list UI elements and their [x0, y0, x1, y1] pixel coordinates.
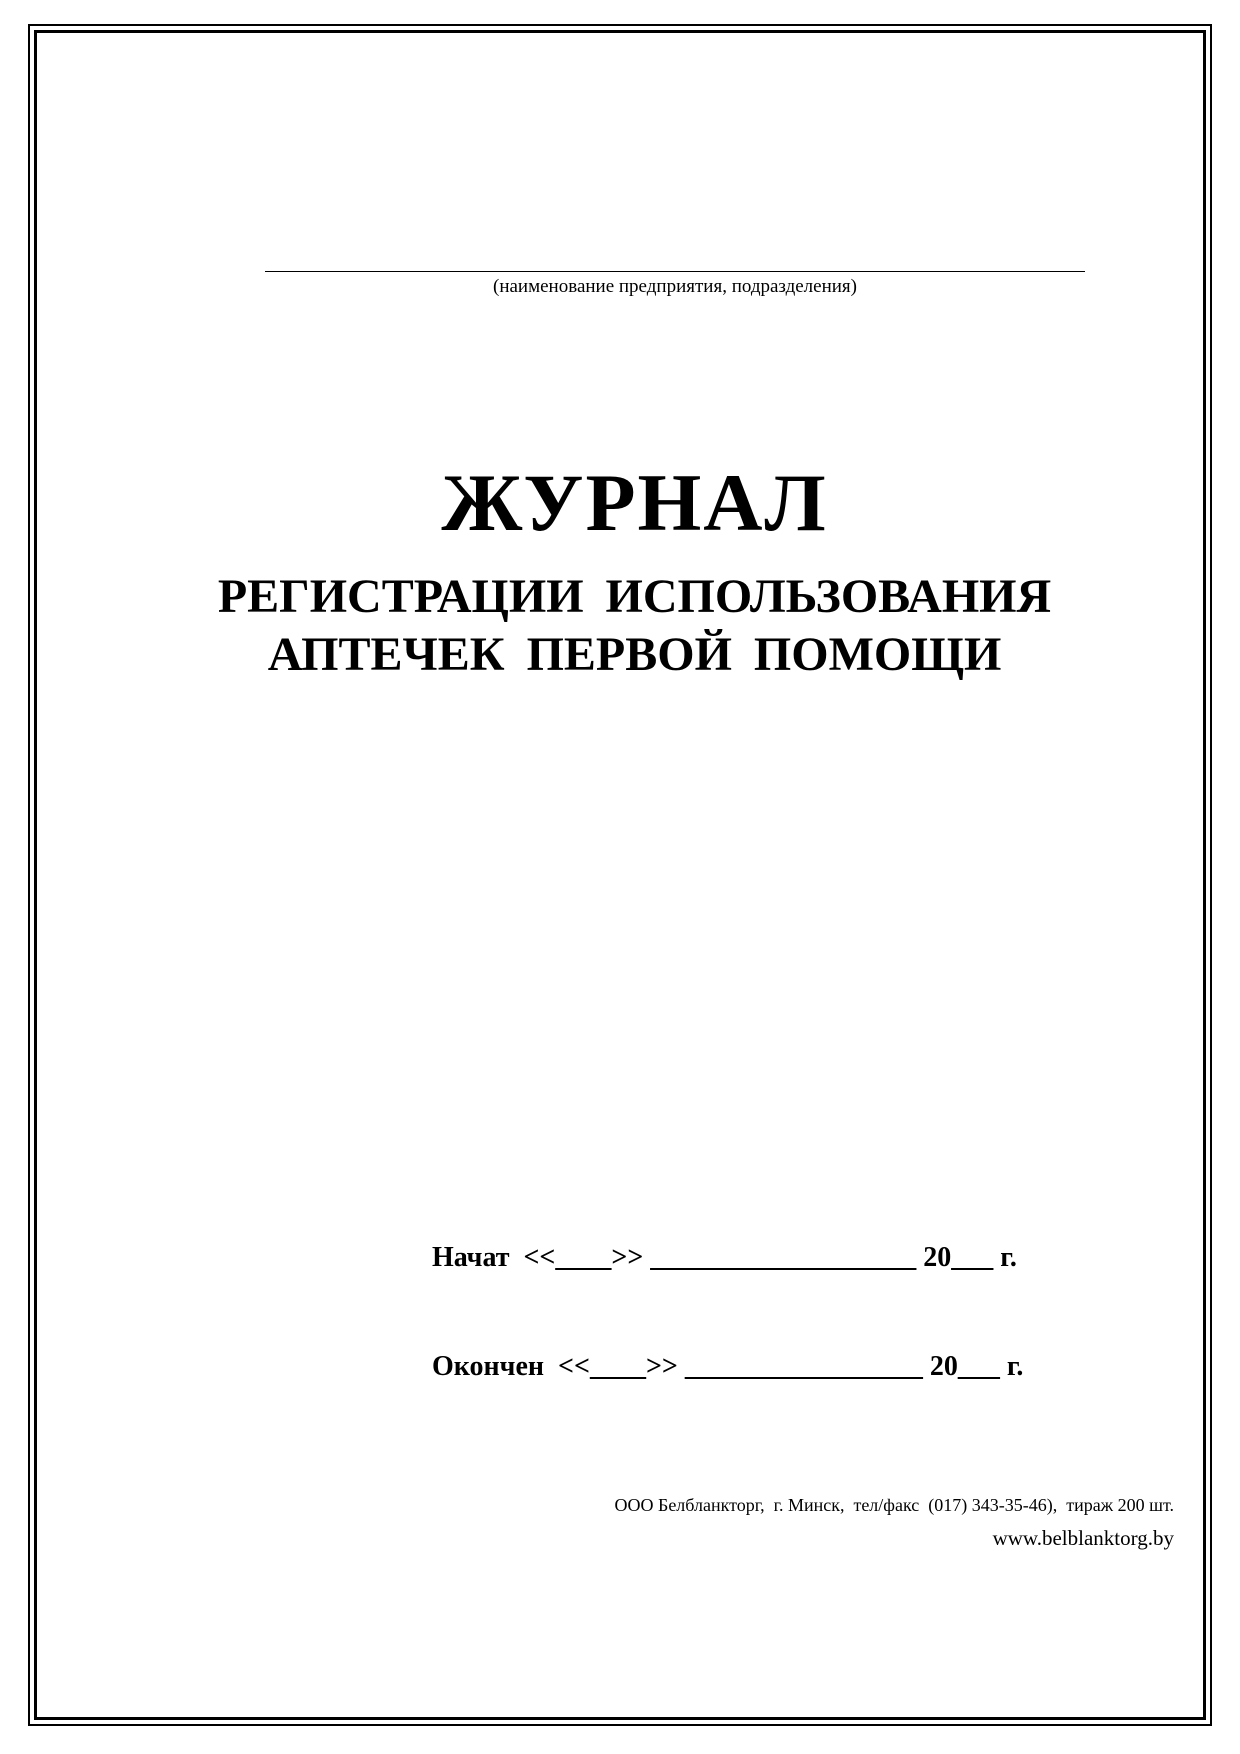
publisher-website: www.belblanktorg.by — [992, 1526, 1174, 1550]
journal-subtitle-line-2: АПТЕЧЕК ПЕРВОЙ ПОМОЩИ — [267, 628, 1002, 681]
publisher-info: ООО Белбланкторг, г. Минск, тел/факс (017) 343-35-46), тираж 200 шт. — [614, 1495, 1174, 1515]
organization-name-line — [265, 271, 1085, 272]
journal-title: ЖУРНАЛ — [441, 457, 828, 548]
journal-subtitle-line-1: РЕГИСТРАЦИИ ИСПОЛЬЗОВАНИЯ — [217, 570, 1052, 623]
ended-date-field: Окончен <<____>> _________________ 20___ г. — [432, 1351, 1024, 1382]
started-date-field: Начат <<____>> ___________________ 20___ г. — [432, 1242, 1017, 1273]
organization-caption: (наименование предприятия, подразделения) — [493, 276, 857, 297]
